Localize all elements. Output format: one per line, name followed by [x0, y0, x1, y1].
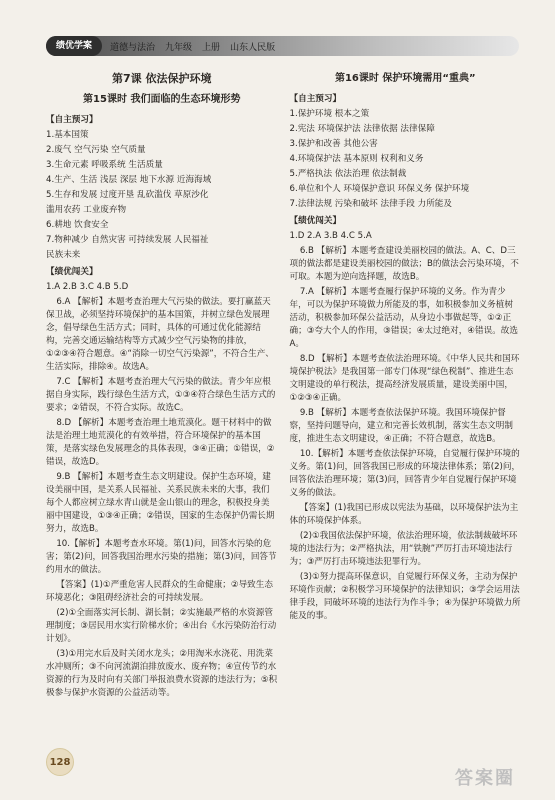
lesson-subtitle: 第15课时 我们面临的生态环境形势	[83, 94, 241, 105]
grade-label: 九年级	[165, 42, 193, 53]
answer-paragraph: 10.【解析】本题考查水环境。第(1)问，回答水污染的危害；第(2)问，回答我国治理水污染的措施；第(3)问，回答节约用水的做法。	[46, 539, 277, 575]
preview-item: 7.物种减少 自然灾害 可持续发展 人民福祉	[46, 235, 209, 245]
preview-item: 1.保护环境 根本之策	[289, 109, 370, 119]
answer-paragraph: 10.【解析】本题考查依法保护环境，自觉履行保护环境的义务。第(1)问，回答我国已形成的环境法律体系；第(2)问，回答依法治理环境；第(3)问，回答青少年自觉履行保护环境义务的做法。	[289, 449, 521, 498]
preview-item: 5.生存和发展 过度开垦 乱砍滥伐 草原沙化	[46, 190, 209, 200]
right-column	[290, 70, 522, 702]
publisher-label: 山东人民版	[230, 42, 276, 53]
term-label: 上册	[202, 42, 221, 53]
preview-item: 7.法律法规 污染和破坏 法律手段 力所能及	[289, 199, 452, 209]
preview-item: 4.环境保护法 基本原则 权利和义务	[289, 154, 424, 164]
page-number: 128	[46, 748, 74, 776]
answer-paragraphs	[290, 245, 522, 623]
preview-list	[46, 129, 278, 262]
preview-item: 民族未来	[46, 250, 81, 260]
answer-paragraph: 6.B 【解析】本题考查建设美丽校园的做法。A、C、D三项的做法都是建设美丽校园的做法；B的做法会污染环境，不可取。本题为逆向选择题，故选B。	[289, 246, 519, 282]
preview-item: 滥用农药 工业废弃物	[46, 205, 127, 215]
preview-title: 【自主预习】	[289, 94, 342, 104]
preview-item: 4.生产、生活 浅层 深层 地下水源 近海海域	[46, 175, 212, 185]
answer-paragraph: 9.B 【解析】本题考查生态文明建设。保护生态环境，建设美丽中国，是关系人民福祉、关系民族未来的大事，我们每个人都应树立绿水青山就是金山银山的理念，积极投身美丽中国建设，①③④正确；②错误，国家的生态保护仍需长期努力，故选B。	[46, 472, 275, 534]
answer-paragraph: 【答案】(1)我国已形成以宪法为基础，以环境保护法为主体的环境保护体系。	[289, 503, 519, 526]
left-column	[46, 70, 278, 702]
preview-item: 6.单位和个人 环境保护意识 环保义务 保护环境	[289, 184, 470, 194]
answer-paragraph: 6.A 【解析】本题考查治理大气污染的做法。要打赢蓝天保卫战，必须坚持环境保护的基本国策，并树立绿色发展理念，倡导绿色生活方式；同时，具体的可通过优化能源结构，完善交通运输结构等方式减少空气污染物的排放，①②③④符合题意。④“消除一切空气污染源”，不符合生产、生活实际，排除④。故选A。	[46, 297, 274, 372]
practice-answers: 1.D 2.A 3.B 4.C 5.A	[289, 231, 372, 241]
answer-paragraph: (2)①全面落实河长制、湖长制；②实施最严格的水资源管理制度；③居民用水实行阶梯水价；④出台《水污染防治行动计划》。	[46, 608, 277, 644]
lesson-title: 第7课 依法保护环境	[112, 72, 212, 85]
preview-item: 6.耕地 饮食安全	[46, 220, 109, 230]
answer-paragraph: 【答案】(1)①严重危害人民群众的生命健康；②导致生态环境恶化；③阻碍经济社会的可持续发展。	[46, 580, 273, 603]
answer-paragraph: 7.C 【解析】本题考查治理大气污染的做法。青少年应根据自身实际，践行绿色生活方式，①③④符合绿色生活方式的要求；②错误，不符合实际。故选C。	[46, 377, 276, 413]
practice-answers: 1.A 2.B 3.C 4.B 5.D	[46, 282, 129, 292]
practice-title: 【绩优闯关】	[46, 267, 98, 277]
answer-paragraph: (3)①用完水后及时关闭水龙头；②用淘米水浇花、用洗菜水冲厕所；③不向河流湖泊排放废水、废弃物；④宣传节约水资源的行为及时向有关部门举报浪费水资源的违法行为；⑤积极参与保护水资源的公益活动等。	[46, 649, 278, 698]
preview-item: 1.基本国策	[46, 130, 89, 140]
content-columns	[46, 70, 521, 702]
answer-paragraph: 9.B 【解析】本题考查依法保护环境。我国环境保护督察，坚持问题导向，建立和完善长效机制，落实生态文明制度，推进生态文明建设，④正确；不符合题意，故选B。	[289, 408, 513, 444]
preview-title: 【自主预习】	[46, 115, 98, 125]
answer-paragraphs	[46, 296, 278, 700]
answer-paragraph: 7.A 【解析】本题考查履行保护环境的义务。作为青少年，可以为保护环境做力所能及的事，如积极参加义务植树活动，积极参加环保公益活动，从身边小事做起等，①②正确；③夸大个人的作用，③错误；④太过绝对，④错误。故选A。	[289, 287, 518, 349]
brand-badge: 绩优学案	[46, 36, 102, 56]
lesson-subtitle: 第16课时 保护环境需用“重典”	[334, 73, 476, 84]
answer-paragraph: 8.D 【解析】本题考查治理土地荒漠化。题干材料中的做法是治理土地荒漠化的有效举措，符合环境保护的基本国策，是落实绿色发展理念的具体表现，③④正确；①错误，②错误，故选D。	[46, 418, 275, 467]
preview-item: 2.废气 空气污染 空气质量	[46, 145, 146, 155]
watermark: 答案圈	[455, 768, 515, 789]
preview-item: 2.宪法 环境保护法 法律依据 法律保障	[289, 124, 435, 134]
preview-item: 3.生命元素 呼吸系统 生活质量	[46, 160, 163, 170]
answer-paragraph: (2)①我国依法保护环境，依法治理环境，依法制裁破坏环境的违法行为；②严格执法，用“铁腕”严厉打击环境违法行为；③严厉打击环境违法犯罪行为。	[289, 531, 518, 567]
answer-paragraph: 8.D 【解析】本题考查依法治理环境。《中华人民共和国环境保护税法》是我国第一部专门体现“绿色税制”、推进生态文明建设的单行税法，提高经济发展质量，建设美丽中国，①②③④正确。	[289, 354, 520, 403]
page-header	[46, 36, 519, 56]
preview-item: 3.保护和改善 其他公害	[289, 139, 378, 149]
subject-label: 道德与法治	[110, 42, 156, 53]
preview-item: 5.严格执法 依法治理 依法制裁	[289, 169, 407, 179]
preview-list	[290, 108, 522, 211]
answer-paragraph: (3)①努力提高环保意识，自觉履行环保义务，主动为保护环境作贡献；②积极学习环境保护的法律知识；③学会运用法律手段，同破坏环境的违法行为作斗争；④为保护环境做力所能及的事。	[289, 572, 521, 621]
practice-title: 【绩优闯关】	[289, 216, 342, 226]
